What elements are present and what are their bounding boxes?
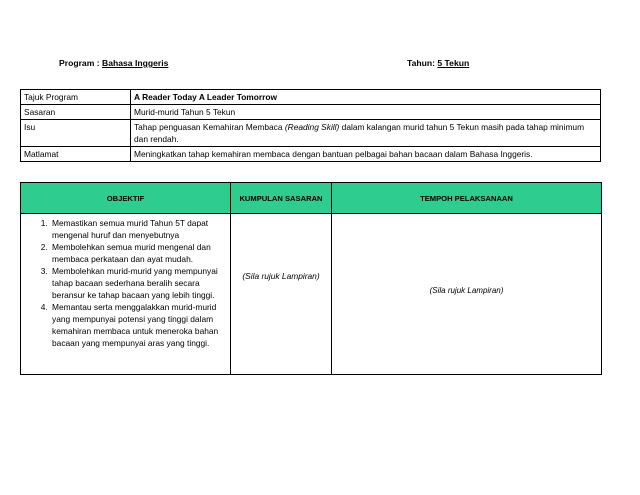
info-row-target [21,105,601,120]
objectives-body-row [21,214,602,375]
issue-text-start: Tahap penguasan Kemahiran Membaca [134,122,285,132]
objectives-table [20,182,602,375]
program-heading [59,58,168,68]
objectives-list [21,217,230,349]
year-value: 5 Tekun [437,58,470,68]
info-value [131,120,601,147]
target-group-cell [231,214,332,375]
info-label: Matlamat [21,147,131,162]
header-objective: OBJEKTIF [21,183,231,214]
objective-item: 3. Membolehkan murid-murid yang mempunyai tahap bacaan sederhana beralih secara beransur ke tahap bacaan yang lebih tinggi. [50,265,230,301]
target-group-reference: (Sila rujuk Lampiran) [242,271,320,281]
objective-item: 1. Memastikan semua murid Tahun 5T dapat mengenal huruf dan menyebutnya [50,217,230,241]
info-label: Tajuk Program [21,90,131,105]
info-value: Murid-murid Tahun 5 Tekun [131,105,601,120]
header-duration: TEMPOH PELAKSANAAN [332,183,602,214]
info-label: Isu [21,120,131,147]
duration-cell [332,214,602,375]
program-label: Program : [59,58,102,68]
duration-reference: (Sila rujuk Lampiran) [429,286,504,295]
year-label: Tahun: [407,58,438,68]
objectives-cell [21,214,231,375]
issue-text-italic: (Reading Skill) [284,122,340,132]
info-label: Sasaran [21,105,131,120]
objective-item: 4. Memantau serta menggalakkan murid-murid yang mempunyai potensi yang tinggi dalam kemahiran membaca untuk meneroka bahan bacaan yang mempunyai aras yang tinggi. [50,301,230,349]
info-row-goal [21,147,601,162]
objective-item: 2. Membolehkan semua murid mengenal dan membaca perkataan dan ayat mudah. [50,241,230,265]
program-title: A Reader Today A Leader Tomorrow [131,90,601,105]
info-value: Meningkatkan tahap kemahiran membaca dengan bantuan pelbagai bahan bacaan dalam Bahasa Inggeris. [131,147,601,162]
info-row-title [21,90,601,105]
objectives-header-row [21,183,602,214]
program-info-table [20,89,601,162]
year-heading [407,58,469,68]
issue-text-end: dalam kalangan murid tahun 5 Tekun masih pada tahap minimum dan rendah. [134,122,585,144]
header-target-group: KUMPULAN SASARAN [231,183,332,214]
program-value: Bahasa Inggeris [101,58,169,68]
info-row-issue [21,120,601,147]
